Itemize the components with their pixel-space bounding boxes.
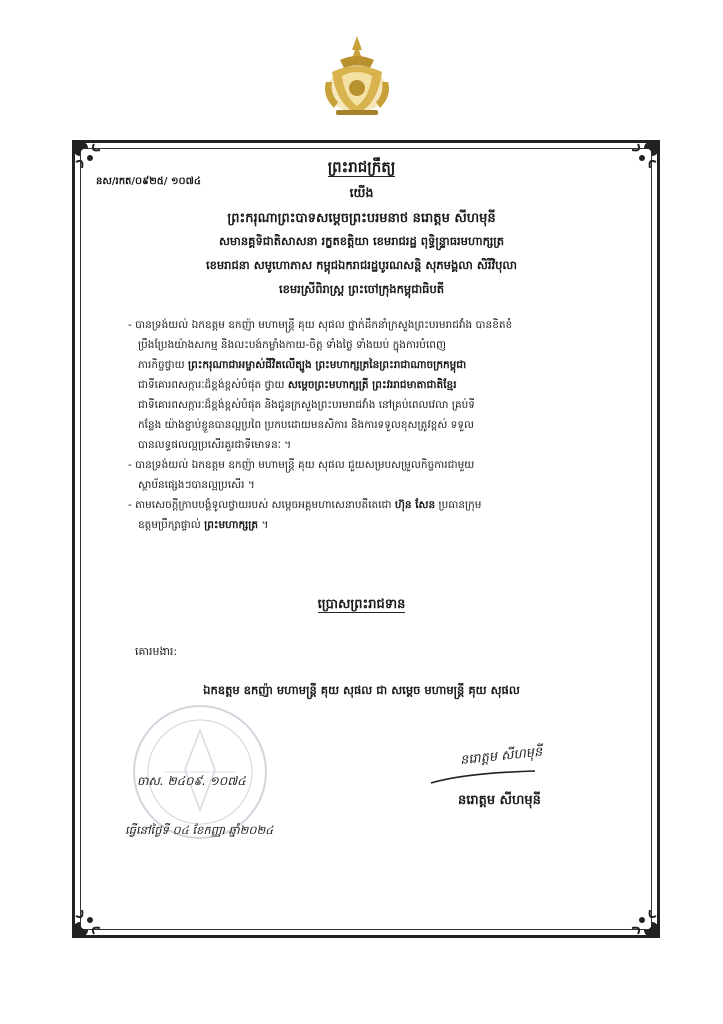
para1-line4: ជាទីគោរពសក្ការៈដ៏ខ្ពង់ខ្ពស់បំផុត ថ្វាយ សម្តេចព្រះមហាក្សត្រី ព្រះវររាជមាតាជាតិខ្មែរ (138, 379, 457, 391)
king-name-line: ព្រះករុណាព្រះបាទសម្តេចព្រះបរមនាថ នរោត្តម សីហមុនី (227, 211, 496, 226)
para2-line1: - បានទ្រង់យល់ ឯកឧត្តម ឧកញ៉ា មហាមន្ត្រី គុយ សុផល ជួយសម្របសម្រួលកិច្ចការជាមួយ (128, 459, 475, 471)
para1-line7: បានលទ្ធផលល្អប្រសើរគួរជាទីមោទនៈ ។ (138, 439, 292, 451)
honorific-label: គោរមងារ: (135, 645, 178, 658)
para3-line1: - តាមសេចក្តីក្រាបបង្គំទូលថ្វាយរបស់ សម្តេចអគ្គមហាសេនាបតីតេជោ ហ៊ុន សែន ប្រធានក្រុម (128, 499, 482, 511)
decree-intro: យើង (349, 185, 374, 200)
para1-line6: កន្លែង យ៉ាងខ្ជាប់ខ្ជួនបានល្អប្រពៃ ប្រកបដោយមនសិការ និងការទទួលខុសត្រូវខ្ពស់ ទទួល (138, 419, 474, 431)
para1-line3: ភារកិច្ចថ្វាយ ព្រះករុណាជាអម្ចាស់ជីវិតលើត្បូង ព្រះមហាក្សត្រនៃព្រះរាជាណាចក្រកម្ពុជា (138, 359, 467, 371)
signer-name: នរោត្តម សីហមុនី (458, 793, 541, 808)
para1-line5: ជាទីគោរពសក្ការៈដ៏ខ្ពង់ខ្ពស់បំផុត និងជូនក្រសួងព្រះបរមរាជវាំង នៅគ្រប់ពេលវេលា គ្រប់ទី (138, 399, 475, 411)
king-titles-line-2: ខេមរាជនា សមូហោភាស កម្ពុជឯករាជរដ្ឋបូរណសន្តិ សុភមង្គលា សិរីវិបុលា (205, 258, 518, 272)
signature-script: នរោត្តម សីហមុនី (459, 744, 543, 769)
decree-body (128, 315, 616, 535)
document-number: ចាស. ២៤០៩. ១០៧៤ (137, 774, 246, 788)
para3-line2: ឧត្តមប្រឹក្សាផ្ទាល់ ព្រះមហាក្សត្រ ។ (138, 519, 269, 531)
honorific-conferral-line: ឯកឧត្តម ឧកញ៉ា មហាមន្ត្រី គុយ សុផល ជា សម្តេច មហាមន្ត្រី គុយ សុផល (203, 683, 520, 697)
king-titles-line-1: សមានគ្គទិជាតិសាសនា រក្ខតខត្តិយា ខេមរាជរដ្ឋ ពុទ្ធិន្ទ្រាធរមហាក្សត្រ (218, 234, 505, 248)
para1-line1: - បានទ្រង់យល់ ឯកឧត្តម ឧកញ៉ា មហាមន្ត្រី គុយ សុផល ថ្នាក់ដឹកនាំក្រសួងព្រះបរមរាជវាំង បានខិតខំ (128, 319, 513, 331)
corner-ornament-bottom-right (628, 906, 662, 940)
para1-line2: ប្រឹងប្រែងយ៉ាងសកម្ម និងលះបង់កម្លាំងកាយ-ចិត្ត ទាំងថ្ងៃ ទាំងយប់ ក្នុងការបំពេញ (138, 339, 446, 351)
signing-date: ធ្វើនៅថ្ងៃទី ០៤ ខែកញ្ញា ឆ្នាំ២០២៤ (125, 823, 274, 837)
king-titles-line-3: ខេមរស្រីពិរាស្ត្រ ព្រះចៅក្រុងកម្ពុជាធិបតី (278, 282, 445, 296)
reference-number: នស/រកត/០៩២៥/ ១០៧៤ (96, 176, 201, 187)
para2-line2: ស្ថាប័នផ្សេងៗបានល្អប្រសើរ ។ (138, 479, 255, 491)
decision-title: ប្រោសព្រះរាជទាន (317, 597, 406, 612)
royal-emblem (318, 32, 396, 118)
decree-title: ព្រះរាជក្រឹត្យ (327, 158, 396, 176)
corner-ornament-bottom-left (70, 906, 104, 940)
